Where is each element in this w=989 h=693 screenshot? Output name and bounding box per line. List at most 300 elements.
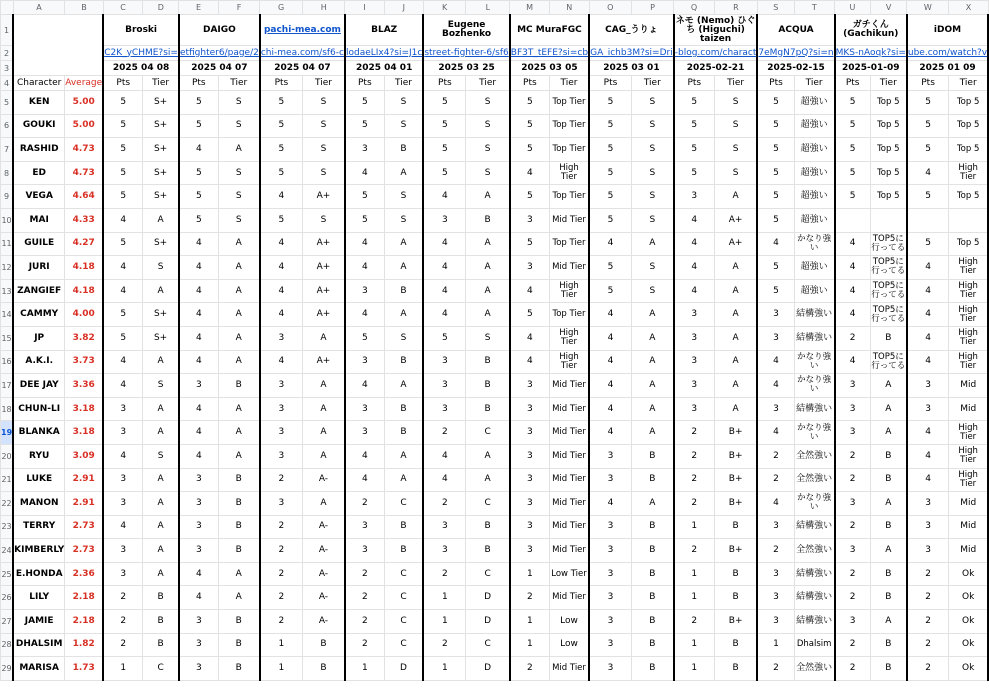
character-name-cell[interactable]: BLANKA: [13, 421, 65, 445]
pts-cell[interactable]: 5: [674, 114, 715, 138]
tier-cell[interactable]: S: [143, 374, 179, 398]
pts-cell[interactable]: 3: [179, 610, 218, 634]
average-score-cell[interactable]: 2.91: [65, 492, 103, 516]
pts-cell[interactable]: 2: [835, 586, 871, 610]
tier-cell[interactable]: Mid Tier: [549, 468, 589, 492]
row-header[interactable]: 17: [1, 374, 14, 398]
tier-cell[interactable]: Top Tier: [549, 232, 589, 256]
tier-cell[interactable]: B: [631, 468, 673, 492]
pts-cell[interactable]: 5: [179, 185, 218, 209]
pts-cell[interactable]: 5: [423, 326, 466, 350]
pts-cell[interactable]: 5: [757, 256, 794, 280]
pts-cell[interactable]: 2: [757, 539, 794, 563]
pts-cell[interactable]: 5: [179, 91, 218, 115]
tier-cell[interactable]: Mid Tier: [549, 492, 589, 516]
pts-cell[interactable]: 2: [260, 468, 303, 492]
pts-cell[interactable]: 2: [835, 326, 871, 350]
pts-cell[interactable]: 4: [103, 374, 143, 398]
source-link-cell[interactable]: MKS-nAoqk?si=: [835, 46, 907, 61]
pts-cell[interactable]: 5: [345, 208, 384, 232]
pts-header-cell[interactable]: Pts: [260, 76, 303, 91]
tier-cell[interactable]: Top 5: [949, 138, 988, 162]
date-cell[interactable]: 2025-02-15: [757, 61, 834, 76]
pts-cell[interactable]: 2: [260, 586, 303, 610]
pts-cell[interactable]: 1: [510, 562, 550, 586]
pts-cell[interactable]: 2: [907, 562, 949, 586]
pts-cell[interactable]: 5: [907, 138, 949, 162]
tier-cell[interactable]: A: [218, 232, 260, 256]
pts-cell[interactable]: 5: [103, 114, 143, 138]
pts-cell[interactable]: 3: [345, 279, 384, 303]
tier-cell[interactable]: High Tier: [549, 161, 589, 185]
tier-cell[interactable]: A: [218, 138, 260, 162]
row-header[interactable]: 26: [1, 586, 14, 610]
pts-cell[interactable]: [907, 208, 949, 232]
character-name-cell[interactable]: JURI: [13, 256, 65, 280]
pts-cell[interactable]: 4: [589, 492, 631, 516]
pts-cell[interactable]: 4: [345, 444, 384, 468]
tier-cell[interactable]: TOP5に行ってる: [870, 279, 907, 303]
tier-cell[interactable]: A: [714, 374, 757, 398]
player-name-cell[interactable]: MC MuraFGC: [510, 15, 589, 46]
tier-cell[interactable]: Top Tier: [549, 91, 589, 115]
pts-cell[interactable]: 3: [103, 421, 143, 445]
tier-cell[interactable]: S+: [143, 232, 179, 256]
pts-cell[interactable]: 3: [345, 397, 384, 421]
pts-cell[interactable]: 3: [179, 633, 218, 657]
pts-cell[interactable]: 4: [589, 374, 631, 398]
player-name-cell[interactable]: ACQUA: [757, 15, 834, 46]
pts-cell[interactable]: 3: [260, 326, 303, 350]
tier-cell[interactable]: かなり強い: [794, 350, 835, 374]
pts-cell[interactable]: 3: [103, 397, 143, 421]
pts-cell[interactable]: 5: [260, 138, 303, 162]
row-header-3[interactable]: 3: [1, 61, 14, 76]
tier-cell[interactable]: S: [218, 114, 260, 138]
tier-cell[interactable]: 超強い: [794, 256, 835, 280]
pts-cell[interactable]: 2: [835, 633, 871, 657]
pts-cell[interactable]: 5: [589, 91, 631, 115]
tier-cell[interactable]: B: [870, 444, 907, 468]
tier-cell[interactable]: Top 5: [949, 114, 988, 138]
pts-cell[interactable]: 4: [103, 515, 143, 539]
tier-cell[interactable]: B: [870, 562, 907, 586]
average-score-cell[interactable]: 3.36: [65, 374, 103, 398]
average-score-cell[interactable]: 3.18: [65, 421, 103, 445]
tier-cell[interactable]: B: [870, 633, 907, 657]
tier-cell[interactable]: 結構強い: [794, 515, 835, 539]
tier-cell[interactable]: B: [714, 657, 757, 681]
column-header-D[interactable]: D: [143, 1, 179, 15]
pts-cell[interactable]: 2: [835, 468, 871, 492]
character-name-cell[interactable]: KEN: [13, 91, 65, 115]
pts-cell[interactable]: 3: [674, 185, 715, 209]
pts-cell[interactable]: 2: [103, 586, 143, 610]
pts-cell[interactable]: 2: [510, 586, 550, 610]
column-header-O[interactable]: O: [589, 1, 631, 15]
tier-cell[interactable]: S: [631, 208, 673, 232]
pts-cell[interactable]: 3: [674, 374, 715, 398]
tier-cell[interactable]: A: [466, 444, 510, 468]
pts-cell[interactable]: 4: [835, 232, 871, 256]
pts-cell[interactable]: 5: [103, 185, 143, 209]
column-header-P[interactable]: P: [631, 1, 673, 15]
character-name-cell[interactable]: E.HONDA: [13, 562, 65, 586]
pts-cell[interactable]: 4: [589, 232, 631, 256]
tier-cell[interactable]: S+: [143, 161, 179, 185]
column-header-W[interactable]: W: [907, 1, 949, 15]
average-score-cell[interactable]: 5.00: [65, 114, 103, 138]
tier-cell[interactable]: High Tier: [949, 350, 988, 374]
pts-cell[interactable]: 5: [260, 91, 303, 115]
row-header[interactable]: 5: [1, 91, 14, 115]
pts-cell[interactable]: 4: [423, 303, 466, 327]
tier-cell[interactable]: B: [870, 515, 907, 539]
tier-cell[interactable]: Mid: [949, 374, 988, 398]
tier-cell[interactable]: S: [631, 279, 673, 303]
pts-cell[interactable]: 3: [589, 444, 631, 468]
row-header-1[interactable]: 1: [1, 15, 14, 46]
tier-header-cell[interactable]: Tier: [302, 76, 345, 91]
pts-cell[interactable]: 4: [179, 326, 218, 350]
pts-cell[interactable]: 3: [510, 444, 550, 468]
pts-cell[interactable]: 4: [757, 350, 794, 374]
pts-cell[interactable]: 1: [674, 633, 715, 657]
date-cell[interactable]: 2025 04 01: [345, 61, 423, 76]
tier-cell[interactable]: TOP5に行ってる: [870, 350, 907, 374]
pts-cell[interactable]: 1: [510, 610, 550, 634]
tier-cell[interactable]: S: [384, 326, 423, 350]
pts-cell[interactable]: 3: [260, 421, 303, 445]
pts-cell[interactable]: 3: [179, 657, 218, 681]
pts-cell[interactable]: 4: [179, 350, 218, 374]
tier-cell[interactable]: B: [631, 610, 673, 634]
tier-cell[interactable]: A: [466, 232, 510, 256]
column-header-Q[interactable]: Q: [674, 1, 715, 15]
pts-cell[interactable]: 3: [674, 303, 715, 327]
pts-header-cell[interactable]: Pts: [589, 76, 631, 91]
pts-cell[interactable]: 3: [423, 208, 466, 232]
pts-header-cell[interactable]: Pts: [103, 76, 143, 91]
pts-cell[interactable]: 4: [345, 161, 384, 185]
tier-cell[interactable]: A: [384, 232, 423, 256]
tier-cell[interactable]: S: [714, 114, 757, 138]
pts-cell[interactable]: 5: [674, 138, 715, 162]
pts-cell[interactable]: 4: [835, 256, 871, 280]
pts-cell[interactable]: 2: [757, 444, 794, 468]
pts-cell[interactable]: 4: [179, 562, 218, 586]
source-link-cell[interactable]: etfighter6/page/2: [179, 46, 260, 61]
tier-cell[interactable]: D: [466, 610, 510, 634]
tier-cell[interactable]: 結構強い: [794, 326, 835, 350]
tier-cell[interactable]: A+: [302, 232, 345, 256]
pts-cell[interactable]: 4: [179, 421, 218, 445]
pts-cell[interactable]: 4: [345, 374, 384, 398]
tier-cell[interactable]: B: [466, 374, 510, 398]
tier-cell[interactable]: Low: [549, 633, 589, 657]
tier-header-cell[interactable]: Tier: [631, 76, 673, 91]
pts-cell[interactable]: 4: [179, 397, 218, 421]
tier-cell[interactable]: B: [466, 515, 510, 539]
tier-cell[interactable]: A: [143, 492, 179, 516]
tier-cell[interactable]: A: [218, 303, 260, 327]
pts-cell[interactable]: 3: [179, 539, 218, 563]
character-header-cell[interactable]: Character: [13, 76, 65, 91]
tier-cell[interactable]: S+: [143, 114, 179, 138]
tier-cell[interactable]: A-: [302, 586, 345, 610]
pts-cell[interactable]: 4: [423, 468, 466, 492]
tier-cell[interactable]: 超強い: [794, 279, 835, 303]
tier-cell[interactable]: A: [466, 279, 510, 303]
tier-cell[interactable]: S+: [143, 185, 179, 209]
pts-cell[interactable]: 2: [907, 657, 949, 681]
tier-cell[interactable]: B: [218, 633, 260, 657]
pts-cell[interactable]: 2: [674, 421, 715, 445]
tier-cell[interactable]: S: [631, 114, 673, 138]
tier-cell[interactable]: B: [870, 326, 907, 350]
pts-cell[interactable]: 4: [260, 256, 303, 280]
pts-cell[interactable]: 4: [510, 326, 550, 350]
tier-cell[interactable]: A: [218, 444, 260, 468]
pts-cell[interactable]: 4: [589, 397, 631, 421]
average-score-cell[interactable]: 4.00: [65, 303, 103, 327]
pts-cell[interactable]: 4: [589, 326, 631, 350]
tier-cell[interactable]: C: [384, 492, 423, 516]
tier-cell[interactable]: S: [714, 91, 757, 115]
pts-cell[interactable]: 4: [510, 279, 550, 303]
player-name-cell[interactable]: ガチくん (Gachikun): [835, 15, 907, 46]
character-name-cell[interactable]: GUILE: [13, 232, 65, 256]
pts-cell[interactable]: 3: [510, 539, 550, 563]
tier-cell[interactable]: Top Tier: [549, 303, 589, 327]
tier-cell[interactable]: B: [218, 374, 260, 398]
column-header-F[interactable]: F: [218, 1, 260, 15]
pts-cell[interactable]: 3: [510, 256, 550, 280]
tier-cell[interactable]: C: [384, 562, 423, 586]
pts-cell[interactable]: 4: [103, 208, 143, 232]
pts-cell[interactable]: 4: [179, 256, 218, 280]
tier-cell[interactable]: B: [466, 539, 510, 563]
tier-cell[interactable]: B: [218, 539, 260, 563]
tier-cell[interactable]: High Tier: [949, 326, 988, 350]
pts-cell[interactable]: 5: [423, 91, 466, 115]
tier-cell[interactable]: 全然強い: [794, 444, 835, 468]
pts-cell[interactable]: 3: [835, 610, 871, 634]
pts-cell[interactable]: 4: [179, 444, 218, 468]
pts-cell[interactable]: 5: [179, 114, 218, 138]
pts-cell[interactable]: 2: [907, 610, 949, 634]
tier-cell[interactable]: B: [218, 492, 260, 516]
pts-cell[interactable]: 4: [757, 232, 794, 256]
pts-cell[interactable]: 2: [835, 444, 871, 468]
column-header-X[interactable]: X: [949, 1, 988, 15]
tier-cell[interactable]: A: [870, 421, 907, 445]
column-header-B[interactable]: B: [65, 1, 103, 15]
pts-cell[interactable]: 2: [674, 492, 715, 516]
row-header[interactable]: 15: [1, 326, 14, 350]
row-header[interactable]: 11: [1, 232, 14, 256]
date-cell[interactable]: 2025-02-21: [674, 61, 758, 76]
pts-cell[interactable]: 4: [757, 492, 794, 516]
pts-cell[interactable]: 4: [589, 421, 631, 445]
row-header[interactable]: 23: [1, 515, 14, 539]
average-score-cell[interactable]: 4.73: [65, 138, 103, 162]
tier-cell[interactable]: B+: [714, 468, 757, 492]
tier-cell[interactable]: Top 5: [949, 232, 988, 256]
average-score-cell[interactable]: 5.00: [65, 91, 103, 115]
tier-cell[interactable]: A: [143, 421, 179, 445]
source-link-cell[interactable]: 7eMgN7pQ?si=n: [757, 46, 834, 61]
pts-header-cell[interactable]: Pts: [345, 76, 384, 91]
tier-cell[interactable]: S: [384, 91, 423, 115]
pts-cell[interactable]: 5: [423, 138, 466, 162]
tier-cell[interactable]: Top 5: [870, 161, 907, 185]
pts-header-cell[interactable]: Pts: [510, 76, 550, 91]
column-header-R[interactable]: R: [714, 1, 757, 15]
average-score-cell[interactable]: 3.18: [65, 397, 103, 421]
tier-cell[interactable]: B: [143, 610, 179, 634]
tier-cell[interactable]: High Tier: [949, 468, 988, 492]
tier-cell[interactable]: B: [384, 539, 423, 563]
tier-cell[interactable]: Mid Tier: [549, 397, 589, 421]
tier-cell[interactable]: A: [631, 303, 673, 327]
pts-cell[interactable]: 4: [179, 138, 218, 162]
player-name-cell[interactable]: ネモ (Nemo) ひぐち (Higuchi) taizen: [675, 15, 756, 44]
tier-cell[interactable]: S: [302, 91, 345, 115]
pts-cell[interactable]: 5: [907, 91, 949, 115]
tier-cell[interactable]: [870, 208, 907, 232]
row-header[interactable]: 16: [1, 350, 14, 374]
pts-cell[interactable]: 4: [423, 185, 466, 209]
tier-cell[interactable]: C: [384, 586, 423, 610]
character-name-cell[interactable]: MANON: [13, 492, 65, 516]
date-cell[interactable]: 2025-01-09: [835, 61, 907, 76]
player-name-link[interactable]: pachi-mea.com: [263, 24, 341, 35]
tier-cell[interactable]: A: [631, 232, 673, 256]
tier-cell[interactable]: Top 5: [949, 91, 988, 115]
pts-cell[interactable]: 3: [179, 374, 218, 398]
tier-cell[interactable]: B: [631, 633, 673, 657]
character-name-cell[interactable]: ZANGIEF: [13, 279, 65, 303]
tier-cell[interactable]: Ok: [949, 586, 988, 610]
pts-cell[interactable]: 4: [907, 350, 949, 374]
tier-cell[interactable]: Top 5: [870, 114, 907, 138]
tier-cell[interactable]: A: [302, 397, 345, 421]
character-name-cell[interactable]: ED: [13, 161, 65, 185]
row-header[interactable]: 27: [1, 610, 14, 634]
tier-cell[interactable]: A-: [302, 562, 345, 586]
pts-cell[interactable]: 3: [103, 492, 143, 516]
average-score-cell[interactable]: 2.73: [65, 539, 103, 563]
tier-cell[interactable]: High Tier: [949, 421, 988, 445]
tier-cell[interactable]: D: [466, 657, 510, 681]
tier-cell[interactable]: 結構強い: [794, 303, 835, 327]
tier-cell[interactable]: B: [302, 633, 345, 657]
player-name-cell[interactable]: Broski: [103, 15, 179, 46]
tier-cell[interactable]: A: [631, 492, 673, 516]
pts-cell[interactable]: 3: [907, 492, 949, 516]
pts-cell[interactable]: 4: [907, 326, 949, 350]
pts-cell[interactable]: 3: [260, 444, 303, 468]
character-name-cell[interactable]: VEGA: [13, 185, 65, 209]
tier-cell[interactable]: Mid: [949, 397, 988, 421]
pts-cell[interactable]: 5: [589, 161, 631, 185]
tier-cell[interactable]: A: [714, 326, 757, 350]
pts-cell[interactable]: 5: [589, 138, 631, 162]
tier-cell[interactable]: B: [466, 350, 510, 374]
pts-cell[interactable]: 4: [345, 303, 384, 327]
pts-cell[interactable]: 3: [260, 374, 303, 398]
pts-cell[interactable]: 2: [345, 633, 384, 657]
pts-cell[interactable]: 4: [179, 279, 218, 303]
average-score-cell[interactable]: 1.82: [65, 633, 103, 657]
pts-cell[interactable]: 1: [423, 610, 466, 634]
tier-cell[interactable]: A: [302, 492, 345, 516]
tier-cell[interactable]: A: [218, 350, 260, 374]
tier-cell[interactable]: B: [466, 208, 510, 232]
row-header[interactable]: 14: [1, 303, 14, 327]
pts-cell[interactable]: 3: [510, 208, 550, 232]
pts-cell[interactable]: 4: [674, 279, 715, 303]
pts-cell[interactable]: 3: [757, 586, 794, 610]
tier-cell[interactable]: S: [631, 161, 673, 185]
pts-cell[interactable]: 5: [835, 91, 871, 115]
tier-cell[interactable]: High Tier: [949, 161, 988, 185]
pts-cell[interactable]: 5: [757, 208, 794, 232]
tier-cell[interactable]: High Tier: [549, 279, 589, 303]
date-cell[interactable]: 2025 03 25: [423, 61, 509, 76]
pts-cell[interactable]: 3: [674, 350, 715, 374]
pts-cell[interactable]: 1: [345, 657, 384, 681]
player-name-cell[interactable]: [260, 15, 345, 46]
tier-cell[interactable]: High Tier: [949, 256, 988, 280]
pts-cell[interactable]: 2: [345, 492, 384, 516]
pts-cell[interactable]: 2: [103, 610, 143, 634]
pts-header-cell[interactable]: Pts: [757, 76, 794, 91]
tier-cell[interactable]: S: [466, 161, 510, 185]
tier-cell[interactable]: A: [466, 468, 510, 492]
pts-header-cell[interactable]: Pts: [423, 76, 466, 91]
tier-cell[interactable]: 超強い: [794, 138, 835, 162]
tier-cell[interactable]: A: [384, 256, 423, 280]
pts-cell[interactable]: 5: [423, 114, 466, 138]
source-link-cell[interactable]: GA_ichb3M?si=Dri: [589, 46, 674, 61]
pts-cell[interactable]: 5: [510, 185, 550, 209]
pts-cell[interactable]: 1: [423, 586, 466, 610]
pts-cell[interactable]: 2: [835, 657, 871, 681]
pts-cell[interactable]: 3: [757, 562, 794, 586]
pts-cell[interactable]: 3: [345, 350, 384, 374]
pts-cell[interactable]: 3: [589, 657, 631, 681]
pts-cell[interactable]: 1: [260, 657, 303, 681]
tier-cell[interactable]: A: [631, 397, 673, 421]
tier-cell[interactable]: 超強い: [794, 114, 835, 138]
pts-cell[interactable]: 4: [674, 208, 715, 232]
tier-cell[interactable]: A: [143, 350, 179, 374]
column-header-M[interactable]: M: [510, 1, 550, 15]
pts-cell[interactable]: 5: [907, 114, 949, 138]
column-header-A[interactable]: A: [13, 1, 65, 15]
pts-cell[interactable]: 5: [835, 185, 871, 209]
column-header-J[interactable]: J: [384, 1, 423, 15]
pts-cell[interactable]: 3: [674, 326, 715, 350]
pts-cell[interactable]: 4: [674, 256, 715, 280]
character-name-cell[interactable]: GOUKI: [13, 114, 65, 138]
pts-cell[interactable]: 2: [674, 539, 715, 563]
tier-cell[interactable]: A+: [302, 185, 345, 209]
pts-cell[interactable]: 3: [423, 515, 466, 539]
tier-cell[interactable]: A-: [302, 610, 345, 634]
